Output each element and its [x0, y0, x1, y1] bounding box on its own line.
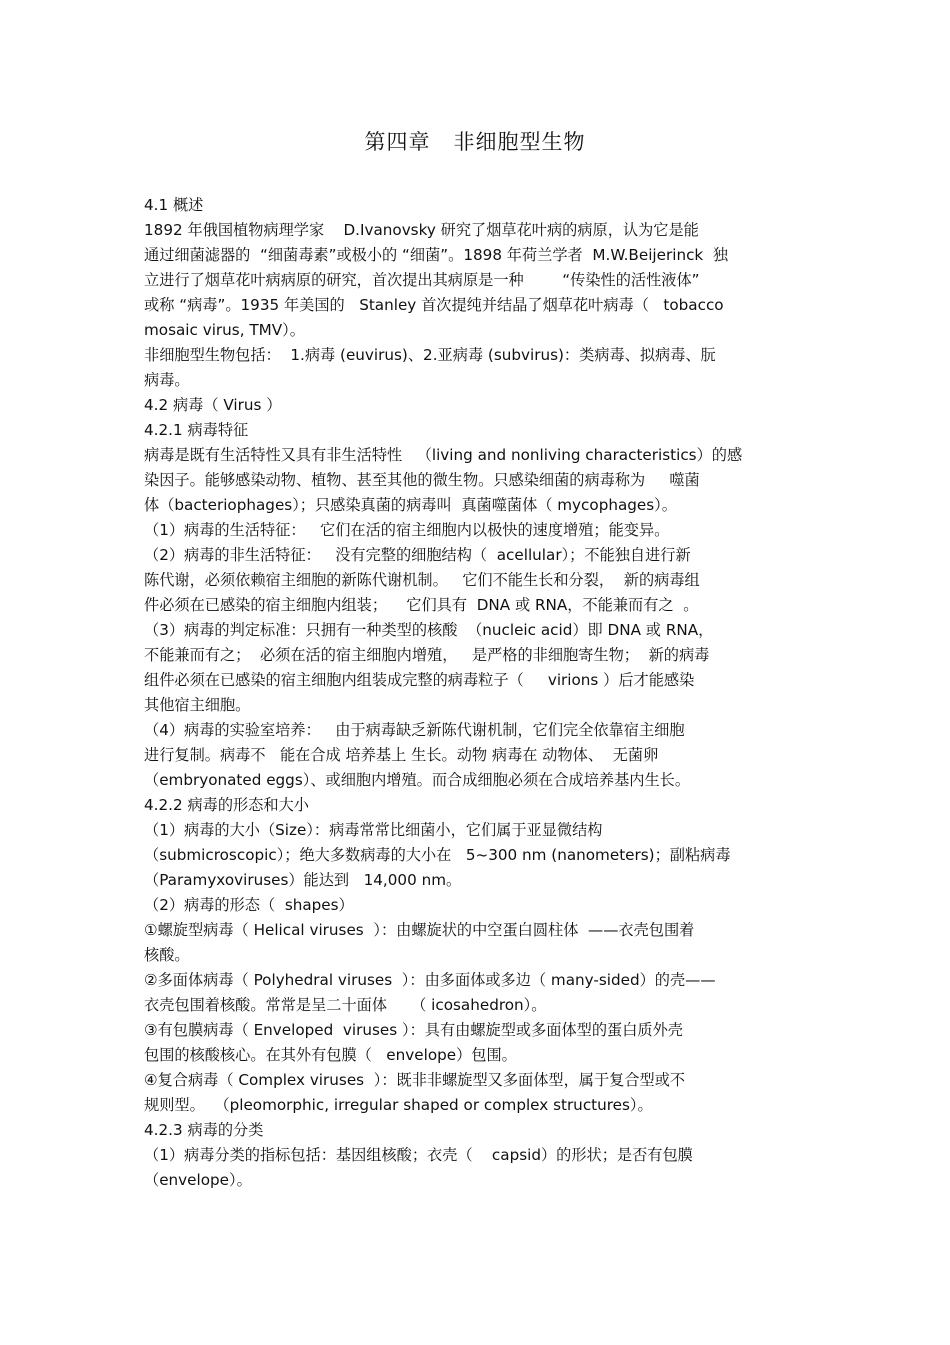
document-body: [144, 193, 812, 1193]
text-line: （3）病毒的判定标准：只拥有一种类型的核酸 （nucleic acid）即 DNA 或 RNA，: [144, 621, 714, 639]
text-line: 不能兼而有之； 必须在活的宿主细胞内增殖， 是严格的非细胞寄生物； 新的病毒: [144, 646, 710, 664]
text-line: （envelope）。: [144, 1171, 252, 1189]
text-line: ②多面体病毒（ Polyhedral viruses ）：由多面体或多边（ many-sided）的壳——: [144, 971, 716, 989]
text-line: ①螺旋型病毒（ Helical viruses ）：由螺旋状的中空蛋白圆柱体 ——衣壳包围着: [144, 921, 695, 939]
text-line: （Paramyxoviruses）能达到 14,000 nm。: [144, 871, 462, 889]
text-line: （1）病毒的大小（Size）：病毒常常比细菌小，它们属于亚显微结构: [144, 821, 603, 839]
text-line: （1）病毒的生活特征： 它们在活的宿主细胞内以极快的速度增殖；能变异。: [144, 521, 670, 539]
text-line: （submicroscopic）；绝大多数病毒的大小在 5~300 nm (nanometers)；副粘病毒: [144, 846, 731, 864]
text-line: 非细胞型生物包括： 1.病毒 (euvirus)、2.亚病毒 (subvirus)：类病毒、拟病毒、朊: [144, 346, 716, 364]
text-line: 4.2.3 病毒的分类: [144, 1121, 264, 1139]
text-line: 件必须在已感染的宿主细胞内组装； 它们具有 DNA 或 RNA，不能兼而有之 。: [144, 596, 699, 614]
text-line: 或称 “病毒”。1935 年美国的 Stanley 首次提纯并结晶了烟草花叶病毒（ tobacco: [144, 296, 724, 314]
text-line: ④复合病毒（ Complex viruses ）：既非非螺旋型又多面体型，属于复合型或不: [144, 1071, 686, 1089]
text-line: 通过细菌滤器的 “细菌毒素”或极小的 “细菌”。1898 年荷兰学者 M.W.Beijerinck 独: [144, 246, 729, 264]
text-line: mosaic virus, TMV）。: [144, 321, 305, 339]
text-line: 4.2.2 病毒的形态和大小: [144, 796, 309, 814]
text-line: 包围的核酸核心。在其外有包膜（ envelope）包围。: [144, 1046, 517, 1064]
text-line: 核酸。: [144, 946, 190, 964]
text-line: （1）病毒分类的指标包括：基因组核酸；衣壳（ capsid）的形状；是否有包膜: [144, 1146, 693, 1164]
text-line: （4）病毒的实验室培养： 由于病毒缺乏新陈代谢机制，它们完全依靠宿主细胞: [144, 721, 685, 739]
text-line: （2）病毒的形态（ shapes）: [144, 896, 354, 914]
text-line: 立进行了烟草花叶病病原的研究，首次提出其病原是一种 “传染性的活性液体”: [144, 271, 700, 289]
text-line: 1892 年俄国植物病理学家 D.Ivanovsky 研究了烟草花叶病的病原，认为它是能: [144, 221, 699, 239]
text-line: 衣壳包围着核酸。常常是呈二十面体 （ icosahedron）。: [144, 996, 547, 1014]
text-line: （embryonated eggs）、或细胞内增殖。而合成细胞必须在合成培养基内生长。: [144, 771, 691, 789]
text-line: 病毒是既有生活特性又具有非生活特性 （living and nonliving characteristics）的感: [144, 446, 743, 464]
text-line: 其他宿主细胞。: [144, 696, 251, 714]
text-line: 病毒。: [144, 371, 190, 389]
text-line: 4.2.1 病毒特征: [144, 421, 249, 439]
chapter-title: 第四章 非细胞型生物: [364, 130, 586, 154]
text-line: ③有包膜病毒（ Enveloped viruses ）：具有由螺旋型或多面体型的蛋白质外壳: [144, 1021, 683, 1039]
text-line: 进行复制。病毒不 能在合成 培养基上 生长。动物 病毒在 动物体、 无菌卵: [144, 746, 659, 764]
text-line: 规则型。 （pleomorphic, irregular shaped or complex structures）。: [144, 1096, 653, 1114]
text-line: 4.2 病毒（ Virus ）: [144, 396, 282, 414]
text-line: （2）病毒的非生活特征： 没有完整的细胞结构（ acellular）；不能独自进行新: [144, 546, 691, 564]
text-line: 染因子。能够感染动物、植物、甚至其他的微生物。只感染细菌的病毒称为 噬菌: [144, 471, 700, 489]
text-line: 陈代谢，必须依赖宿主细胞的新陈代谢机制。 它们不能生长和分裂， 新的病毒组: [144, 571, 700, 589]
text-line: 组件必须在已感染的宿主细胞内组装成完整的病毒粒子（ virions ）后才能感染: [144, 671, 695, 689]
text-line: 体（bacteriophages）；只感染真菌的病毒叫 真菌噬菌体（ mycophages）。: [144, 496, 677, 514]
text-line: 4.1 概述: [144, 196, 204, 214]
